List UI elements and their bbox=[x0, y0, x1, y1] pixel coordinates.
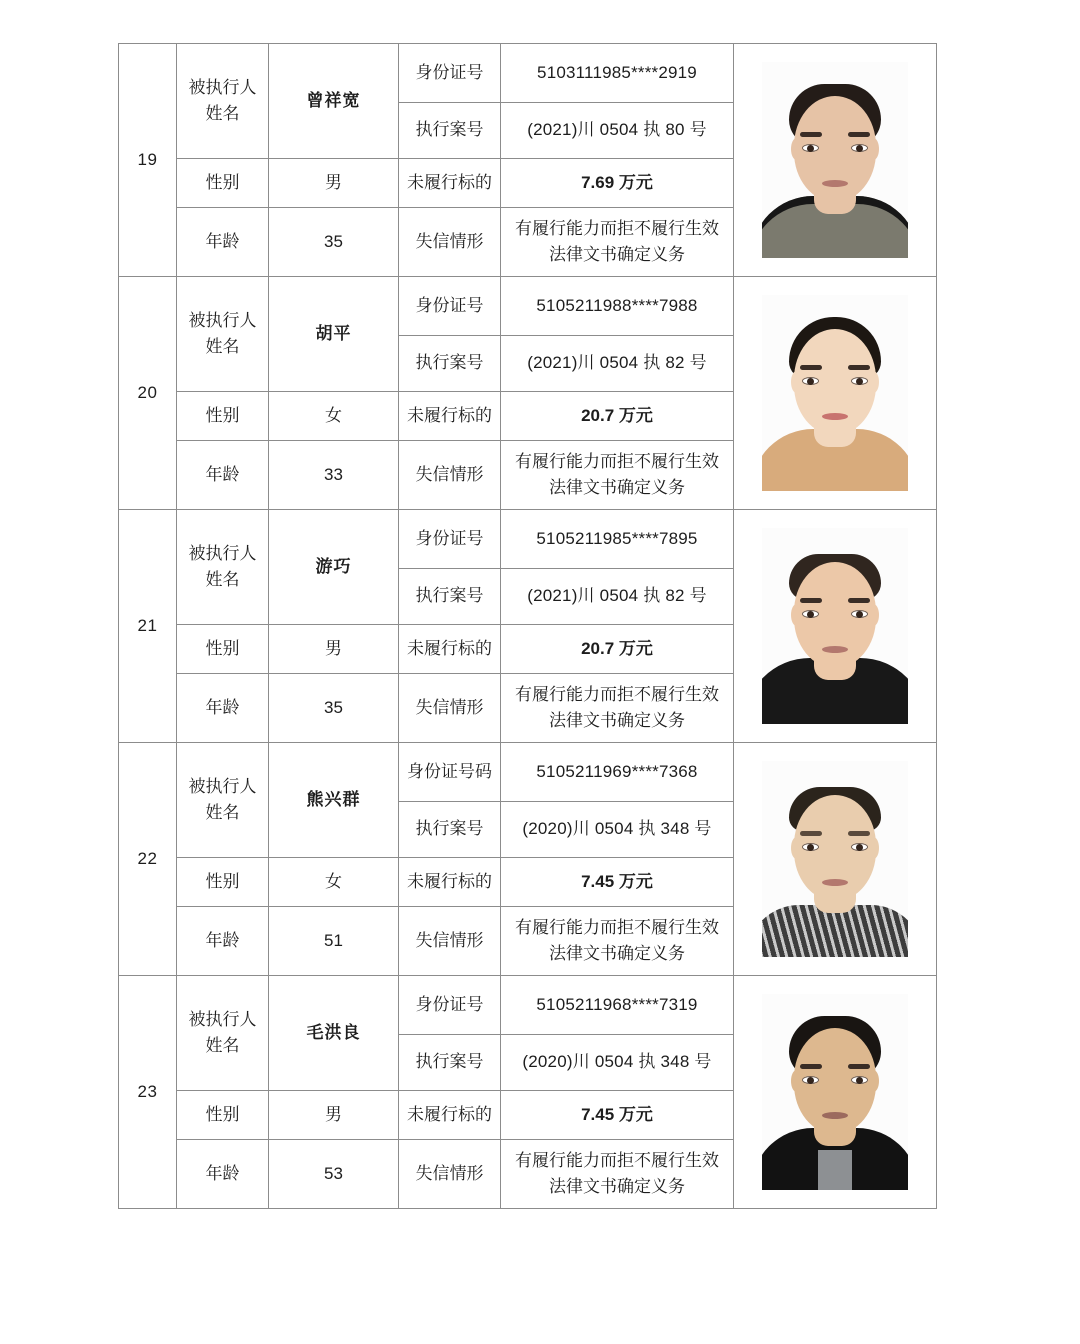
label-id-number: 身份证号 bbox=[399, 976, 501, 1035]
photo-frame bbox=[738, 277, 932, 509]
portrait-image bbox=[762, 528, 908, 724]
age-value: 35 bbox=[269, 674, 399, 743]
label-gender: 性别 bbox=[177, 858, 269, 907]
table-row bbox=[119, 510, 937, 569]
label-gender: 性别 bbox=[177, 392, 269, 441]
label-breach: 失信情形 bbox=[399, 1140, 501, 1209]
amount-value: 7.45 万元 bbox=[501, 1091, 734, 1140]
gender-value: 女 bbox=[269, 858, 399, 907]
breach-value bbox=[501, 208, 734, 277]
label-case-number: 执行案号 bbox=[399, 569, 501, 625]
id-number-value: 5105211969****7368 bbox=[501, 743, 734, 802]
case-number-value: (2021)川 0504 执 82 号 bbox=[501, 569, 734, 625]
id-number-value: 5103111985****2919 bbox=[501, 44, 734, 103]
debtor-photo bbox=[734, 976, 937, 1209]
table-row bbox=[119, 743, 937, 802]
case-number-value: (2020)川 0504 执 348 号 bbox=[501, 802, 734, 858]
label-name: 被执行人姓名 bbox=[177, 976, 269, 1091]
label-case-number: 执行案号 bbox=[399, 336, 501, 392]
label-amount: 未履行标的 bbox=[399, 392, 501, 441]
debtor-name: 游巧 bbox=[269, 510, 399, 625]
label-case-number: 执行案号 bbox=[399, 103, 501, 159]
label-breach: 失信情形 bbox=[399, 907, 501, 976]
label-name: 被执行人姓名 bbox=[177, 44, 269, 159]
breach-value bbox=[501, 674, 734, 743]
label-case-number: 执行案号 bbox=[399, 802, 501, 858]
label-name: 被执行人姓名 bbox=[177, 510, 269, 625]
debtor-photo bbox=[734, 510, 937, 743]
label-case-number: 执行案号 bbox=[399, 1035, 501, 1091]
label-name: 被执行人姓名 bbox=[177, 277, 269, 392]
debtor-name: 胡平 bbox=[269, 277, 399, 392]
breach-value bbox=[501, 1140, 734, 1209]
id-number-value: 5105211985****7895 bbox=[501, 510, 734, 569]
debtor-name: 曾祥宽 bbox=[269, 44, 399, 159]
row-index: 20 bbox=[119, 277, 177, 510]
amount-value: 20.7 万元 bbox=[501, 392, 734, 441]
case-number-value: (2021)川 0504 执 80 号 bbox=[501, 103, 734, 159]
label-gender: 性别 bbox=[177, 625, 269, 674]
age-value: 53 bbox=[269, 1140, 399, 1209]
label-age: 年龄 bbox=[177, 907, 269, 976]
photo-frame bbox=[738, 44, 932, 276]
label-id-number: 身份证号 bbox=[399, 510, 501, 569]
case-number-value: (2021)川 0504 执 82 号 bbox=[501, 336, 734, 392]
portrait-image bbox=[762, 62, 908, 258]
label-breach: 失信情形 bbox=[399, 208, 501, 277]
label-breach: 失信情形 bbox=[399, 441, 501, 510]
case-number-value: (2020)川 0504 执 348 号 bbox=[501, 1035, 734, 1091]
label-id-number: 身份证号 bbox=[399, 277, 501, 336]
portrait-image bbox=[762, 761, 908, 957]
label-amount: 未履行标的 bbox=[399, 1091, 501, 1140]
breach-line-2: 法律文书确定义务 bbox=[549, 944, 685, 963]
photo-frame bbox=[738, 743, 932, 975]
amount-value: 7.45 万元 bbox=[501, 858, 734, 907]
age-value: 51 bbox=[269, 907, 399, 976]
label-name: 被执行人姓名 bbox=[177, 743, 269, 858]
breach-line-1: 有履行能力而拒不履行生效 bbox=[515, 917, 719, 937]
row-index: 23 bbox=[119, 976, 177, 1209]
table-row bbox=[119, 976, 937, 1035]
id-number-value: 5105211988****7988 bbox=[501, 277, 734, 336]
gender-value: 男 bbox=[269, 625, 399, 674]
id-number-value: 5105211968****7319 bbox=[501, 976, 734, 1035]
label-age: 年龄 bbox=[177, 674, 269, 743]
portrait-image bbox=[762, 295, 908, 491]
debtor-name: 毛洪良 bbox=[269, 976, 399, 1091]
amount-value: 20.7 万元 bbox=[501, 625, 734, 674]
table-row bbox=[119, 277, 937, 336]
debtor-photo bbox=[734, 277, 937, 510]
gender-value: 男 bbox=[269, 1091, 399, 1140]
breach-line-1: 有履行能力而拒不履行生效 bbox=[515, 218, 719, 238]
label-gender: 性别 bbox=[177, 159, 269, 208]
breach-line-2: 法律文书确定义务 bbox=[549, 711, 685, 730]
breach-line-2: 法律文书确定义务 bbox=[549, 1177, 685, 1196]
label-amount: 未履行标的 bbox=[399, 625, 501, 674]
gender-value: 女 bbox=[269, 392, 399, 441]
row-index: 19 bbox=[119, 44, 177, 277]
breach-line-1: 有履行能力而拒不履行生效 bbox=[515, 684, 719, 704]
breach-value bbox=[501, 441, 734, 510]
breach-value bbox=[501, 907, 734, 976]
label-id-number: 身份证号码 bbox=[399, 743, 501, 802]
label-gender: 性别 bbox=[177, 1091, 269, 1140]
photo-frame bbox=[738, 510, 932, 742]
gender-value: 男 bbox=[269, 159, 399, 208]
debtor-name: 熊兴群 bbox=[269, 743, 399, 858]
label-age: 年龄 bbox=[177, 208, 269, 277]
label-amount: 未履行标的 bbox=[399, 159, 501, 208]
label-id-number: 身份证号 bbox=[399, 44, 501, 103]
table-row bbox=[119, 44, 937, 103]
breach-line-1: 有履行能力而拒不履行生效 bbox=[515, 1150, 719, 1170]
photo-frame bbox=[738, 976, 932, 1208]
label-breach: 失信情形 bbox=[399, 674, 501, 743]
row-index: 21 bbox=[119, 510, 177, 743]
label-age: 年龄 bbox=[177, 441, 269, 510]
debtor-photo bbox=[734, 743, 937, 976]
label-age: 年龄 bbox=[177, 1140, 269, 1209]
row-index: 22 bbox=[119, 743, 177, 976]
debtor-table bbox=[118, 43, 937, 1209]
age-value: 33 bbox=[269, 441, 399, 510]
amount-value: 7.69 万元 bbox=[501, 159, 734, 208]
portrait-image bbox=[762, 994, 908, 1190]
label-amount: 未履行标的 bbox=[399, 858, 501, 907]
breach-line-1: 有履行能力而拒不履行生效 bbox=[515, 451, 719, 471]
age-value: 35 bbox=[269, 208, 399, 277]
breach-line-2: 法律文书确定义务 bbox=[549, 478, 685, 497]
breach-line-2: 法律文书确定义务 bbox=[549, 245, 685, 264]
debtor-photo bbox=[734, 44, 937, 277]
